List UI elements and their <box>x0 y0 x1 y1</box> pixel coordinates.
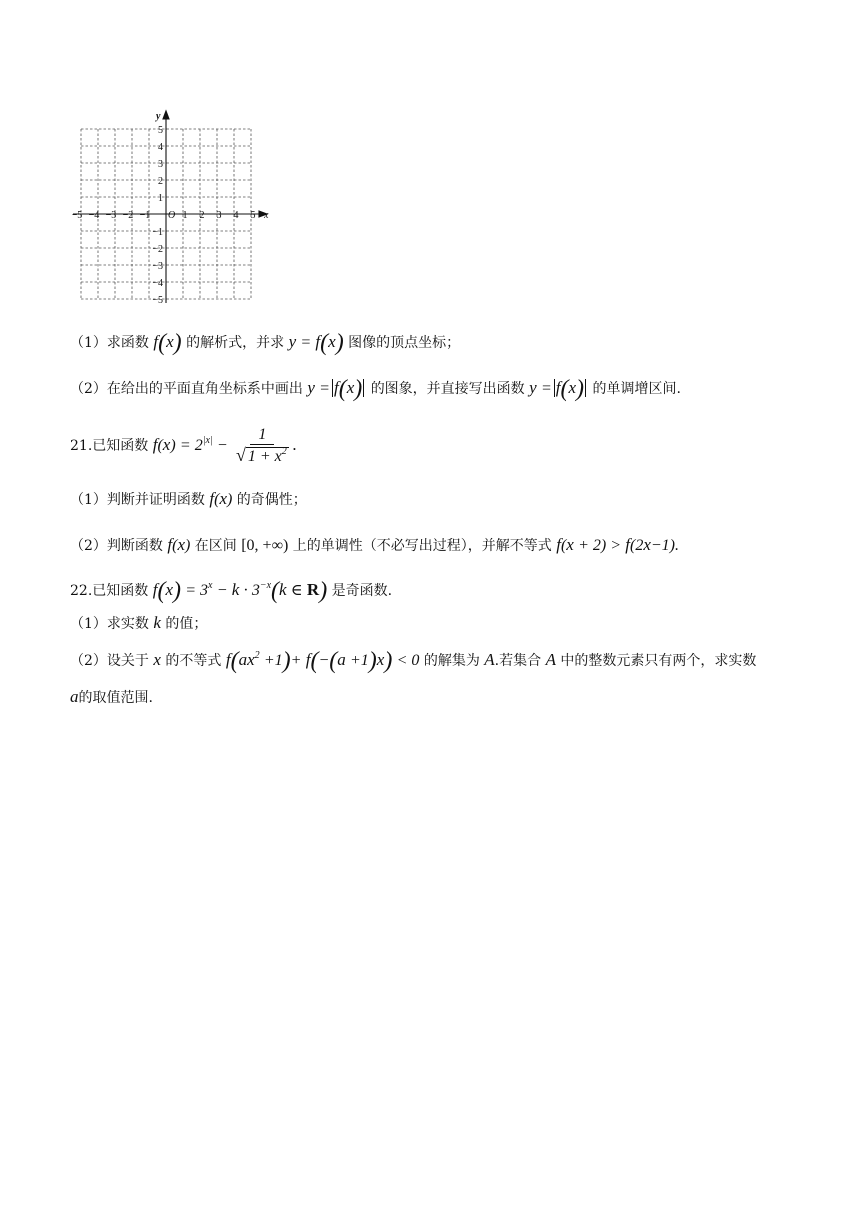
q22-part2-cont: a的取值范围. <box>70 687 153 706</box>
origin-label: O <box>168 210 176 221</box>
y-tick-label: 1 <box>158 193 163 204</box>
y-tick-label: −1 <box>152 227 163 238</box>
x-tick-label: −2 <box>122 210 134 221</box>
q22-part2: （2）设关于 x 的不等式 $f(ax^2 +1)+ f(-(a +1)x) < 0$ 的解集为 A.若集合 A 中的整数元素只有两个，求实数 <box>70 648 757 674</box>
x-tick-label: 4 <box>233 210 239 221</box>
math-interval: [0, +∞) <box>241 537 289 554</box>
axes <box>73 111 267 303</box>
math-f-of-x: f(x) <box>167 535 191 554</box>
q21-lead: 21.已知函数 $f(x) = 2^{|x|}$ − $\frac{1}{√ 1 + x^2}$ . <box>70 425 297 465</box>
math-y-eq-abs-f: y = f(x) <box>307 376 363 402</box>
y-tick-label: 4 <box>158 142 163 153</box>
x-tick-label: 2 <box>199 210 205 221</box>
x-tick-label: 1 <box>182 210 188 221</box>
y-tick-label: 2 <box>158 176 163 187</box>
y-tick-label: −5 <box>152 295 163 306</box>
y-tick-label: −3 <box>152 261 163 272</box>
math-y-eq-abs-f-2: y = f(x) <box>529 376 585 402</box>
q20-part2: （2）在给出的平面直角坐标系中画出 y = f(x) 的图象，并直接写出函数 y = f(x) 的单调增区间. <box>70 376 681 402</box>
fraction: $\frac{1}{√ 1 + x^2}$ <box>235 425 287 465</box>
x-tick-label: −1 <box>139 210 151 221</box>
math-y-eq-f-of-x: y = f(x) <box>288 330 344 356</box>
math-q22-function: $f(x) = 3^x - k \cdot 3^{-x}(k$ ∈ R) <box>152 578 328 604</box>
q22-part1: （1）求实数 k 的值； <box>70 613 208 632</box>
y-tick-label: −4 <box>152 278 163 289</box>
y-tick-label: 5 <box>158 125 163 136</box>
y-axis-label: y <box>156 111 161 122</box>
y-tick-label: −2 <box>152 244 163 255</box>
q22-lead: 22.已知函数 $f(x) = 3^x - k \cdot 3^{-x}(k$ ∈ R) 是奇函数. <box>70 578 393 604</box>
math-inequality: f(x + 2) > f(2x−1). <box>556 535 679 554</box>
y-tick-label: 3 <box>158 159 163 170</box>
q21-part2: （2）判断函数 f(x) 在区间 [0, +∞) 上的单调性（不必写出过程），并解不等式 f(x + 2) > f(2x−1). <box>70 535 679 554</box>
x-tick-label: −4 <box>88 210 100 221</box>
math-f-of-x: f(x) <box>153 330 182 356</box>
math-q22-inequality: $f(ax^2 +1)+ f(-(a +1)x) < 0$ <box>225 648 420 674</box>
q20-part1: （1）求函数 f(x) 的解析式，并求 y = f(x) 图像的顶点坐标； <box>70 330 461 356</box>
x-axis-label: x <box>264 210 269 221</box>
x-tick-label: −5 <box>71 210 83 221</box>
y-axis-arrow <box>163 111 169 119</box>
math-f-of-x: f(x) <box>209 489 233 508</box>
coordinate-grid-figure <box>66 98 290 308</box>
math-q21-function: $f(x) = 2^{|x|}$ − $\frac{1}{√ 1 + x^2}$ . <box>152 425 297 465</box>
x-tick-label: 3 <box>216 210 222 221</box>
tick-labels <box>72 111 269 306</box>
x-tick-label: 5 <box>250 210 256 221</box>
q21-part1: （1）判断并证明函数 f(x) 的奇偶性； <box>70 489 307 508</box>
x-tick-label: −3 <box>105 210 117 221</box>
